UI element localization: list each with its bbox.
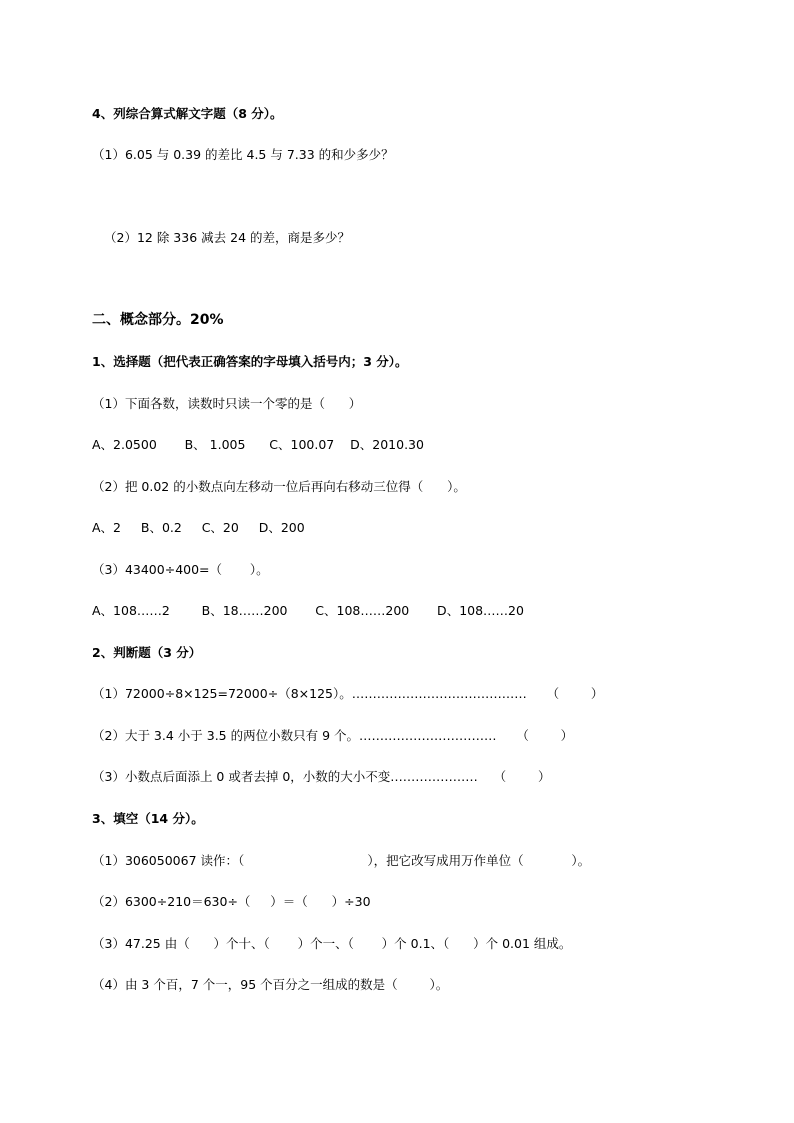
question-text: （1）6.05 与 0.39 的差比 4.5 与 7.33 的和少多少？ — [92, 147, 394, 162]
judge-item: （2）大于 3.4 小于 3.5 的两位小数只有 9 个。…………………………… （ ） — [92, 728, 574, 743]
question-text: （2）把 0.02 的小数点向左移动一位后再向右移动三位得（ ）。 — [92, 479, 466, 494]
judge-item: （1）72000÷8×125=72000÷（8×125）。…………………………………… （ ） — [92, 686, 604, 701]
answer-options: A、108……2 B、18……200 C、108……200 D、108……20 — [92, 603, 524, 618]
part-two-heading: 二、概念部分。20% — [92, 312, 224, 328]
judge-section-heading: 2、判断题（3 分） — [92, 645, 202, 660]
answer-options: A、2 B、0.2 C、20 D、200 — [92, 520, 305, 535]
fill-section-heading: 3、填空（14 分）。 — [92, 811, 204, 826]
section-4-heading: 4、列综合算式解文字题（8 分）。 — [92, 106, 283, 121]
answer-options: A、2.0500 B、 1.005 C、100.07 D、2010.30 — [92, 437, 424, 452]
question-text: （1）下面各数，读数时只读一个零的是（ ） — [92, 396, 362, 411]
choice-section-heading: 1、选择题（把代表正确答案的字母填入括号内；3 分）。 — [92, 354, 408, 369]
question-text: （3）43400÷400=（ ）。 — [92, 562, 269, 577]
fill-item: （4）由 3 个百，7 个一，95 个百分之一组成的数是（ ）。 — [92, 977, 449, 992]
question-text: （2）12 除 336 减去 24 的差，商是多少？ — [104, 230, 350, 245]
fill-item: （1）306050067 读作：（ ），把它改写成用万作单位（ ）。 — [92, 853, 591, 868]
fill-item: （2）6300÷210＝630÷（ ）＝（ ）÷30 — [92, 894, 371, 909]
judge-item: （3）小数点后面添上 0 或者去掉 0，小数的大小不变………………… （ ） — [92, 769, 551, 784]
fill-item: （3）47.25 由（ ）个十、（ ）个一、（ ）个 0.1、（ ）个 0.01 组成。 — [92, 936, 572, 951]
